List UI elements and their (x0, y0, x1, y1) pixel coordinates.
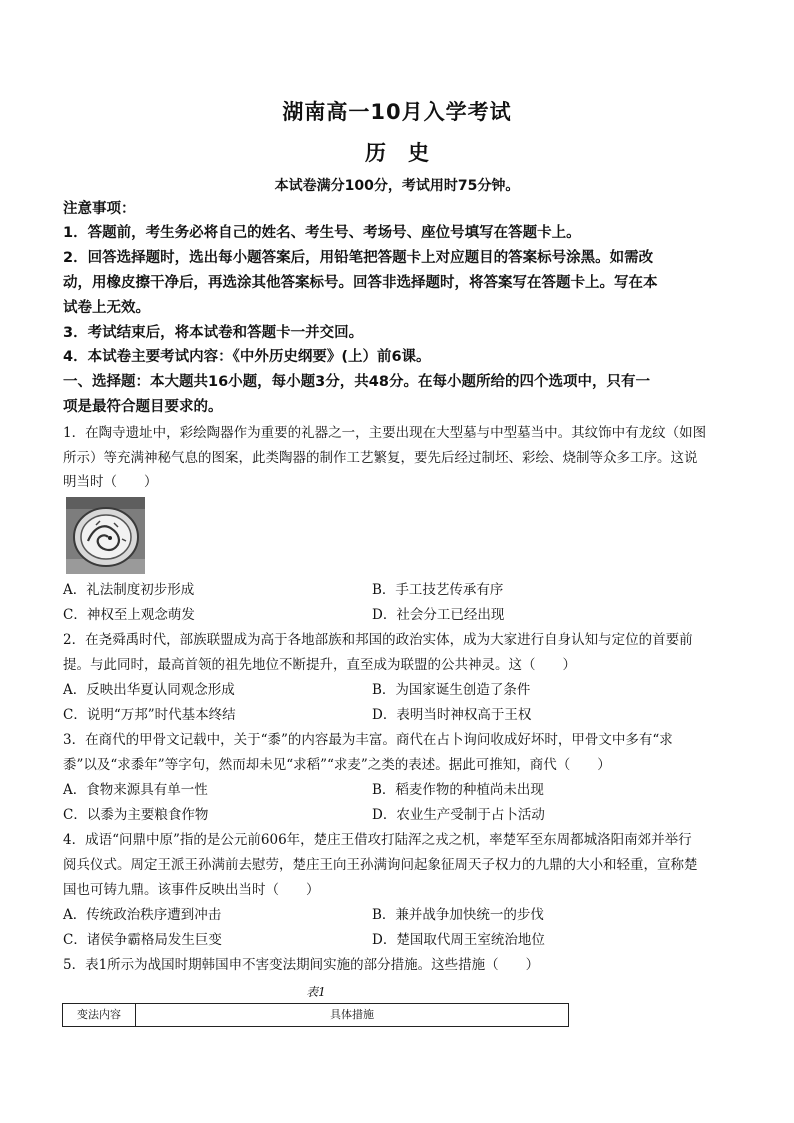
question-2-option-b: B．为国家诞生创造了条件 (372, 682, 531, 698)
section-heading-cont: 项是最符合题目要求的。 (63, 399, 223, 415)
table-header-cell: 变法内容 (63, 1004, 136, 1026)
question-4-option-d: D．楚国取代周王室统治地位 (372, 932, 545, 948)
question-4-option-a: A．传统政治秩序遭到冲击 (63, 907, 222, 923)
dragon-plate-image (66, 497, 145, 574)
note-line: 4．本试卷主要考试内容：《中外历史纲要》(上）前6课。 (63, 349, 431, 365)
question-4-option-b: B．兼并战争加快统一的步伐 (372, 907, 544, 923)
note-line: 试卷上无效。 (63, 300, 150, 316)
question-1-option-a: A．礼法制度初步形成 (63, 582, 195, 598)
question-2-option-c: C．说明“万邦”时代基本终结 (63, 707, 236, 723)
question-2-text: 提。与此同时，最高首领的祖先地位不断提升，直至成为联盟的公共神灵。这（ ） (63, 657, 576, 673)
question-4-option-c: C．诸侯争霸格局发生巨变 (63, 932, 222, 948)
question-4-text: 国也可铸九鼎。该事件反映出当时（ ） (63, 882, 320, 898)
exam-info: 本试卷满分100分，考试用时75分钟。 (274, 178, 520, 194)
question-1-text: 明当时（ ） (63, 474, 158, 490)
question-3-option-c: C．以黍为主要粮食作物 (63, 807, 209, 823)
table-caption: 表1 (306, 985, 326, 999)
note-line: 3．考试结束后，将本试卷和答题卡一并交回。 (63, 325, 364, 341)
question-4-text: 阅兵仪式。周定王派王孙满前去慰劳，楚庄王向王孙满询问起象征周天子权力的九鼎的大小和轻重，宣称楚 (63, 857, 698, 873)
question-3-text: 3．在商代的甲骨文记载中，关于“黍”的内容最为丰富。商代在占卜询问收成好坏时，甲骨文中多有“求 (63, 732, 673, 748)
note-line: 1．答题前，考生务必将自己的姓名、考生号、考场号、座位号填写在答题卡上。 (63, 225, 581, 241)
subject-title: 历史 (365, 141, 451, 165)
dragon-plate-icon (66, 497, 145, 574)
question-3-text: 黍”以及“求黍年”等字句，然而却未见“求稻”“求麦”之类的表述。据此可推知，商代（ ） (63, 757, 611, 773)
exam-title: 湖南高一10月入学考试 (282, 100, 512, 124)
note-line: 2．回答选择题时，选出每小题答案后，用铅笔把答题卡上对应题目的答案标号涂黑。如需改 (63, 250, 654, 266)
question-3-option-b: B．稻麦作物的种植尚未出现 (372, 782, 544, 798)
question-1-option-b: B．手工技艺传承有序 (372, 582, 504, 598)
reform-table (62, 1003, 569, 1027)
question-1-option-d: D．社会分工已经出现 (372, 607, 505, 623)
question-1-option-c: C．神权至上观念萌发 (63, 607, 195, 623)
question-1-text: 1．在陶寺遗址中，彩绘陶器作为重要的礼器之一，主要出现在大型墓与中型墓当中。其纹饰中有龙纹（如图 (63, 425, 707, 441)
question-3-option-d: D．农业生产受制于占卜活动 (372, 807, 545, 823)
question-5-text: 5．表1所示为战国时期韩国申不害变法期间实施的部分措施。这些措施（ ） (63, 957, 540, 973)
notes-heading: 注意事项： (63, 201, 136, 217)
section-heading: 一、选择题：本大题共16小题，每小题3分，共48分。在每小题所给的四个选项中，只有一 (63, 374, 650, 390)
question-4-text: 4．成语“问鼎中原”指的是公元前606年，楚庄王借攻打陆浑之戎之机，率楚军至东周都城洛阳南郊并举行 (63, 832, 692, 848)
note-line: 动，用橡皮擦干净后，再选涂其他答案标号。回答非选择题时，将答案写在答题卡上。写在本 (63, 275, 658, 291)
question-3-option-a: A．食物来源具有单一性 (63, 782, 208, 798)
question-2-text: 2．在尧舜禹时代，部族联盟成为高于各地部族和邦国的政治实体，成为大家进行自身认知与定位的首要前 (63, 632, 693, 648)
question-2-option-a: A．反映出华夏认同观念形成 (63, 682, 235, 698)
table-header-cell: 具体措施 (330, 1008, 374, 1021)
question-1-text: 所示）等充满神秘气息的图案，此类陶器的制作工艺繁复，要先后经过制坯、彩绘、烧制等众多工序。这说 (63, 450, 698, 466)
question-2-option-d: D．表明当时神权高于王权 (372, 707, 532, 723)
